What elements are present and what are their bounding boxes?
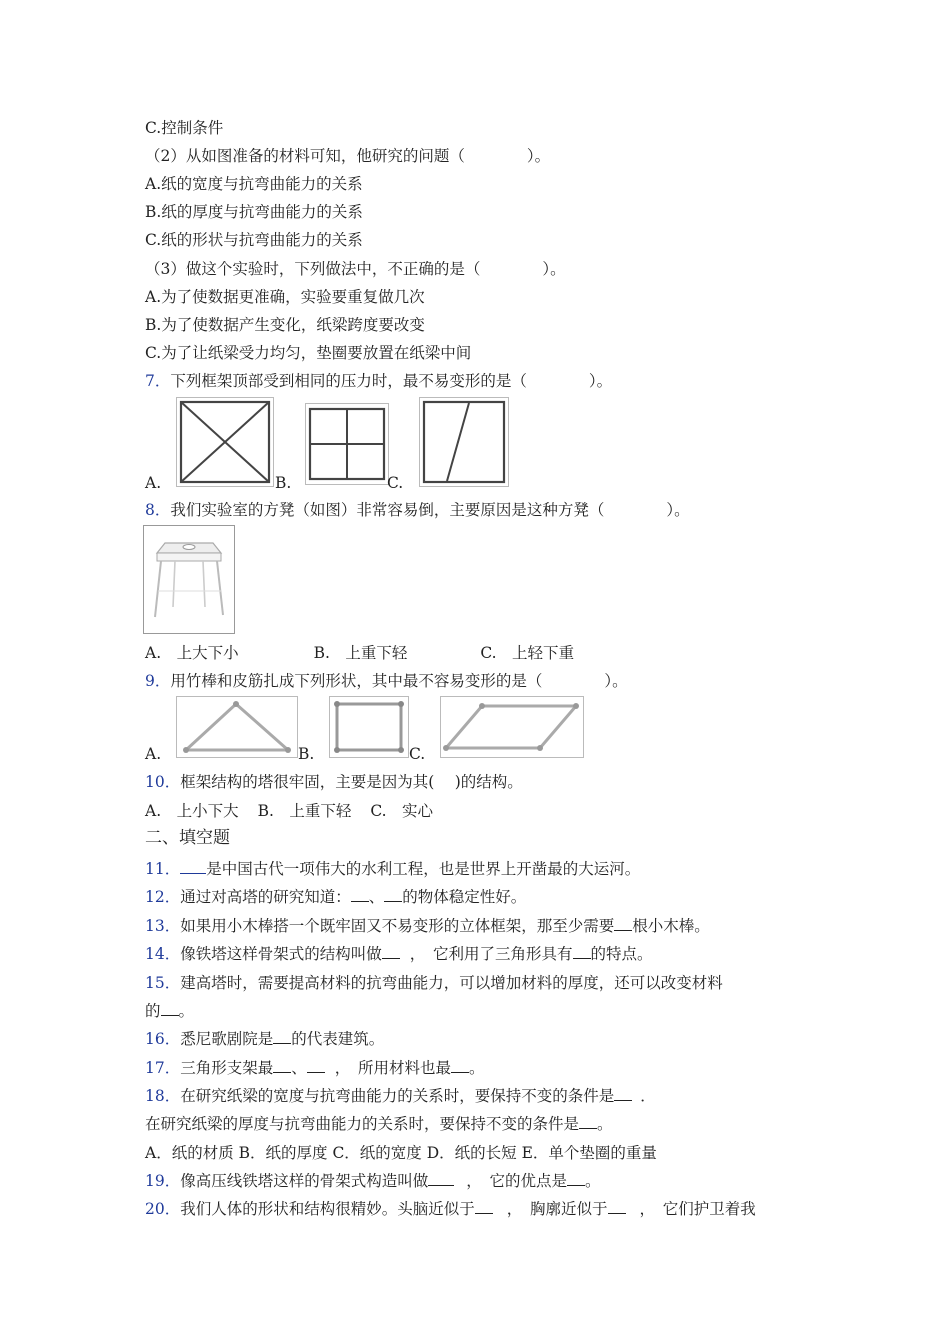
q6-sub3-option-c: C.为了让纸梁受力均匀，垫圈要放置在纸梁中间 bbox=[145, 344, 472, 362]
q7-question bbox=[145, 371, 612, 391]
q6-sub3: （3）做这个实验时，下列做法中，不正确的是（ ）。 bbox=[145, 260, 566, 278]
q11-text: 是中国古代一项伟大的水利工程，也是世界上开凿最的大运河。 bbox=[206, 860, 641, 878]
q18-text-1: 在研究纸梁的宽度与抗弯曲能力的关系时，要保持不变的条件是 bbox=[180, 1087, 615, 1105]
q16-blank[interactable] bbox=[273, 1029, 291, 1044]
q20-blank-1[interactable] bbox=[475, 1199, 493, 1214]
q20-text-2: ， 胸廓近似于 bbox=[506, 1200, 608, 1218]
q12-text-2: 、 bbox=[368, 888, 385, 906]
q12-blank-1[interactable] bbox=[351, 887, 369, 902]
q6-sub2-option-b: B.纸的厚度与抗弯曲能力的关系 bbox=[145, 203, 363, 221]
q6-option-c-prev: C.控制条件 bbox=[145, 119, 224, 137]
q17-blank-3[interactable] bbox=[451, 1058, 469, 1073]
q18-question bbox=[145, 1086, 656, 1106]
q9-option-c: C. bbox=[409, 745, 426, 763]
q6-sub2: （2）从如图准备的材料可知，他研究的问题（ ）。 bbox=[145, 147, 551, 165]
q8-option-b: B. 上重下轻 bbox=[313, 644, 408, 662]
q18-text-2: ． bbox=[640, 1087, 656, 1105]
q16-question bbox=[145, 1029, 384, 1049]
q19-text-1: 像高压线铁塔这样的骨架式构造叫做 bbox=[180, 1172, 429, 1190]
q10-option-c: C. 实心 bbox=[370, 802, 434, 820]
q14-question bbox=[145, 944, 653, 964]
q16-text-1: 悉尼歌剧院是 bbox=[180, 1030, 274, 1048]
q17-question bbox=[145, 1058, 485, 1078]
q11-blank[interactable] bbox=[180, 859, 206, 874]
q17-text-2: 、 bbox=[291, 1059, 307, 1077]
q12-text-3: 的物体稳定性好。 bbox=[402, 888, 527, 906]
q17-blank-1[interactable] bbox=[273, 1058, 291, 1073]
q17-text-1: 三角形支架最 bbox=[180, 1059, 274, 1077]
q10-option-b: B. 上重下轻 bbox=[257, 802, 352, 820]
q18-number: 18． bbox=[145, 1087, 181, 1105]
q15-question bbox=[145, 973, 723, 993]
q11-number: 11． bbox=[145, 860, 181, 878]
q19-number: 19． bbox=[145, 1172, 181, 1190]
q6-sub3-option-b: B.为了使数据产生变化，纸梁跨度要改变 bbox=[145, 316, 425, 334]
q20-number: 20． bbox=[145, 1200, 181, 1218]
q20-blank-2[interactable] bbox=[608, 1199, 626, 1214]
q7-number: 7． bbox=[145, 372, 171, 390]
q20-question bbox=[145, 1199, 756, 1219]
q18-line2-text-1: 在研究纸梁的厚度与抗弯曲能力的关系时，要保持不变的条件是 bbox=[145, 1115, 580, 1133]
q6-sub3-option-a: A.为了使数据更准确，实验要重复做几次 bbox=[145, 288, 425, 306]
q6-sub2-option-a: A.纸的宽度与抗弯曲能力的关系 bbox=[145, 175, 363, 193]
q19-text-3: 。 bbox=[585, 1172, 601, 1190]
q8-text: 我们实验室的方凳（如图）非常容易倒，主要原因是这种方凳（ ）。 bbox=[170, 501, 690, 519]
q17-text-4: 。 bbox=[469, 1059, 485, 1077]
q14-blank-2[interactable] bbox=[573, 944, 591, 959]
frame-diagonal-cross-figure bbox=[176, 397, 274, 487]
q15-number: 15． bbox=[145, 974, 181, 992]
q17-number: 17． bbox=[145, 1059, 181, 1077]
q8-number: 8． bbox=[145, 501, 171, 519]
stool-image bbox=[143, 525, 235, 634]
q6-sub2-option-c: C.纸的形状与抗弯曲能力的关系 bbox=[145, 231, 363, 249]
q12-text-1: 通过对高塔的研究知道： bbox=[180, 888, 351, 906]
q18-question-line2 bbox=[145, 1114, 613, 1134]
q19-blank-1[interactable] bbox=[428, 1171, 454, 1186]
q13-text-2: 根小木棒。 bbox=[632, 917, 710, 935]
q14-text-3: 的特点。 bbox=[590, 945, 653, 963]
q10-text: 框架结构的塔很牢固，主要是因为其( )的结构。 bbox=[180, 773, 523, 791]
q13-text-1: 如果用小木棒搭一个既牢固又不易变形的立体框架，那至少需要 bbox=[180, 917, 615, 935]
q14-text-1: 像铁塔这样骨架式的结构叫做 bbox=[180, 945, 382, 963]
q15-text-1: 建高塔时，需要提高材料的抗弯曲能力，可以增加材料的厚度，还可以改变材料 bbox=[180, 974, 723, 992]
q19-text-2: ， 它的优点是 bbox=[466, 1172, 568, 1190]
q16-number: 16． bbox=[145, 1030, 181, 1048]
q7-option-a: A. bbox=[145, 474, 162, 492]
q11-question bbox=[145, 859, 640, 879]
q9-number: 9． bbox=[145, 672, 171, 690]
q12-question bbox=[145, 887, 526, 907]
q14-text-2: ， 它利用了三角形具有 bbox=[409, 945, 573, 963]
q15-blank[interactable] bbox=[161, 1001, 179, 1016]
q12-blank-2[interactable] bbox=[384, 887, 402, 902]
q8-option-a: A. 上大下小 bbox=[145, 644, 239, 662]
q18-line2-text-2: 。 bbox=[597, 1115, 613, 1133]
q14-number: 14． bbox=[145, 945, 181, 963]
q7-option-b: B. bbox=[275, 474, 292, 492]
q9-text: 用竹棒和皮筋扎成下列形状，其中最不容易变形的是（ ）。 bbox=[170, 672, 628, 690]
frame-single-diagonal-figure bbox=[419, 397, 509, 487]
q13-blank[interactable] bbox=[614, 916, 632, 931]
q8-question bbox=[145, 500, 690, 520]
q19-blank-2[interactable] bbox=[567, 1171, 585, 1186]
q15-text-3: 。 bbox=[178, 1002, 195, 1020]
q12-number: 12． bbox=[145, 888, 181, 906]
q18-blank-2[interactable] bbox=[579, 1114, 597, 1129]
q9-option-a: A. bbox=[145, 745, 162, 763]
square-figure bbox=[329, 696, 409, 758]
q16-text-2: 的代表建筑。 bbox=[291, 1030, 385, 1048]
q20-text-3: ， 它们护卫着我 bbox=[639, 1200, 756, 1218]
q8-option-c: C. 上轻下重 bbox=[480, 644, 575, 662]
q13-number: 13． bbox=[145, 917, 181, 935]
q15-question-line2 bbox=[145, 1001, 194, 1021]
q19-question bbox=[145, 1171, 601, 1191]
q10-question bbox=[145, 772, 523, 792]
q10-options bbox=[145, 801, 433, 821]
q7-text: 下列框架顶部受到相同的压力时，最不易变形的是（ ）。 bbox=[170, 372, 613, 390]
q9-question bbox=[145, 671, 628, 691]
q18-blank-1[interactable] bbox=[614, 1086, 632, 1101]
q7-option-c: C. bbox=[387, 474, 404, 492]
q17-text-3: ， 所用材料也最 bbox=[334, 1059, 452, 1077]
q17-blank-2[interactable] bbox=[307, 1058, 325, 1073]
frame-grid-figure bbox=[305, 403, 389, 485]
q10-option-a: A. 上小下大 bbox=[145, 802, 239, 820]
q14-blank-1[interactable] bbox=[382, 944, 400, 959]
q15-text-2: 的 bbox=[145, 1002, 161, 1020]
q13-question bbox=[145, 916, 710, 936]
q9-option-b: B. bbox=[298, 745, 315, 763]
section-title-fill-in: 二、填空题 bbox=[145, 828, 230, 848]
q10-number: 10． bbox=[145, 773, 181, 791]
q20-text-1: 我们人体的形状和结构很精妙。头脑近似于 bbox=[180, 1200, 475, 1218]
q8-options bbox=[145, 643, 574, 663]
triangle-figure bbox=[176, 696, 298, 758]
parallelogram-figure bbox=[440, 696, 584, 758]
q18-options: A．纸的材质 B．纸的厚度 C．纸的宽度 D．纸的长短 E．单个垫圈的重量 bbox=[145, 1144, 657, 1162]
